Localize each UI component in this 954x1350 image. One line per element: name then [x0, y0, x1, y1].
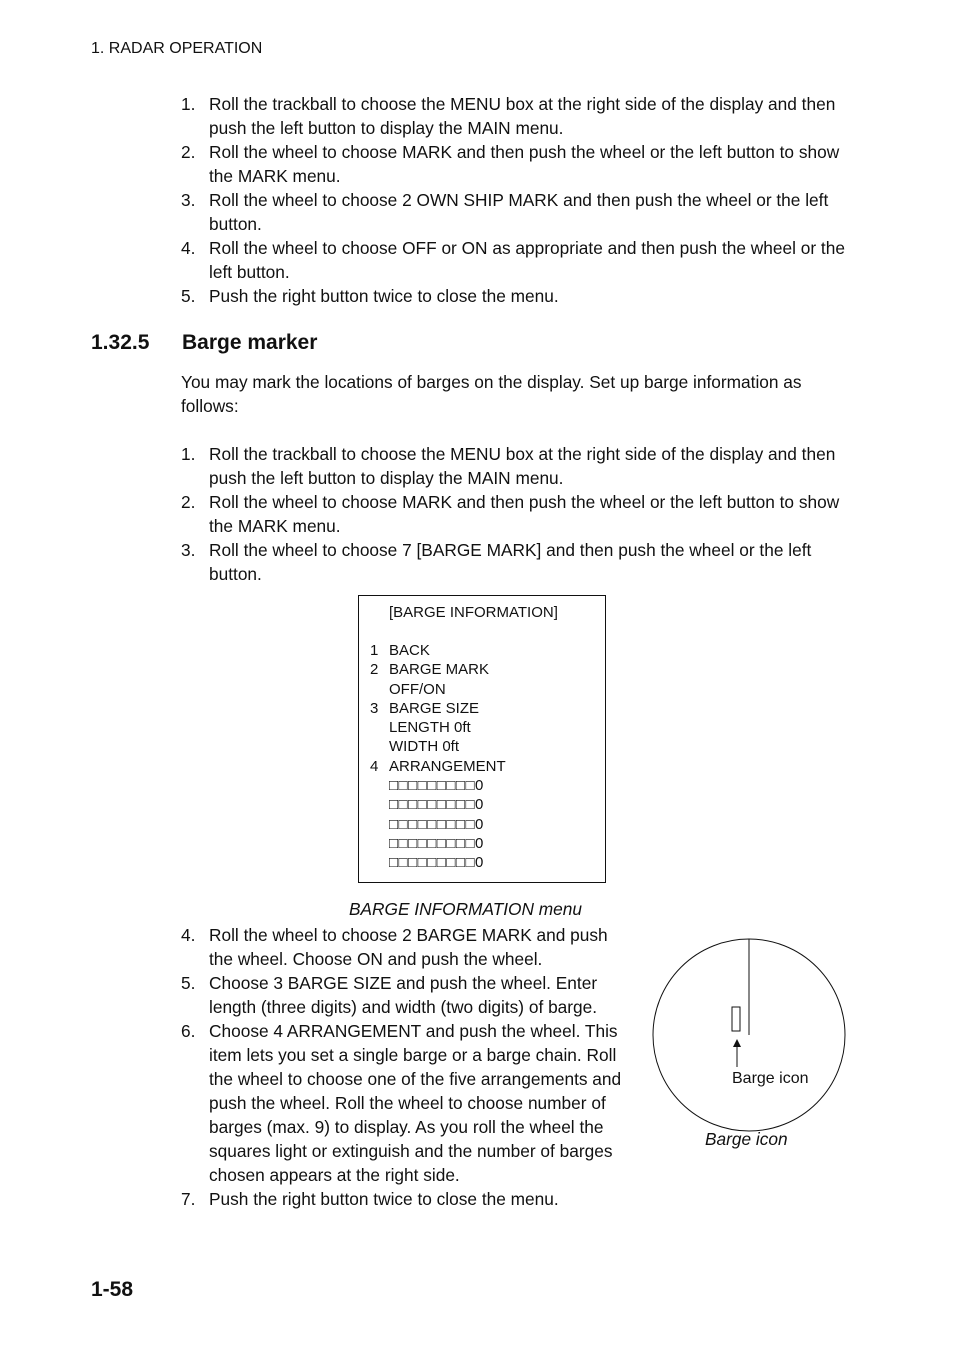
list-item [181, 971, 631, 1019]
barge-information-menu [358, 595, 606, 883]
list-item [181, 92, 849, 140]
menu-item-arrangement [370, 757, 506, 776]
menu-title: [BARGE INFORMATION] [389, 604, 558, 621]
menu-item-barge-size [370, 699, 506, 718]
barge-icon-label: Barge icon [732, 1070, 809, 1087]
arrangement-row [370, 815, 506, 834]
arrangement-squares: □□□□□□□□□0 [389, 815, 484, 833]
menu-item-back [370, 641, 506, 660]
menu-item-label: WIDTH 0ft [389, 738, 459, 756]
running-head: 1. RADAR OPERATION [91, 40, 263, 57]
list-item [181, 442, 849, 490]
step-text: Roll the wheel to choose 2 OWN SHIP MARK and then push the wheel or the left button. [209, 190, 829, 234]
step-text: Roll the wheel to choose OFF or ON as appropriate and then push the wheel or the left button. [209, 238, 845, 282]
menu-option-off-on [370, 680, 506, 699]
menu-item-number: 1 [370, 642, 379, 659]
menu-item-label: LENGTH 0ft [389, 719, 471, 737]
arrangement-squares: □□□□□□□□□0 [389, 854, 484, 872]
step-number: 3. [181, 190, 196, 210]
arrangement-row [370, 853, 506, 872]
own-ship-mark-steps [181, 92, 849, 308]
step-number: 6. [181, 1021, 196, 1041]
step-number: 5. [181, 973, 196, 993]
step-text: Push the right button twice to close the menu. [209, 286, 559, 306]
list-item [181, 1187, 631, 1211]
menu-item-number: 2 [370, 661, 379, 679]
menu-item-number: 3 [370, 699, 379, 717]
page-number: 1-58 [91, 1278, 134, 1301]
step-number: 1. [181, 94, 196, 114]
section-title: Barge marker [182, 331, 318, 354]
step-number: 2. [181, 142, 196, 162]
menu-item-barge-mark [370, 660, 506, 679]
list-item [181, 1019, 631, 1187]
list-item [181, 923, 631, 971]
step-number: 1. [181, 444, 196, 464]
section-intro: You may mark the locations of barges on the display. Set up barge information as follows: [181, 372, 802, 416]
step-text: Roll the trackball to choose the MENU box at the right side of the display and then push the left button to display the MAIN menu. [209, 444, 836, 488]
pointer-arrow-head [733, 1039, 741, 1047]
barge-setup-steps-b [181, 923, 631, 1211]
step-number: 4. [181, 238, 196, 258]
step-text: Choose 3 BARGE SIZE and push the wheel. Enter length (three digits) and width (two digits) of barge. [209, 973, 598, 1017]
menu-value-length [370, 718, 506, 737]
menu-figure-caption: BARGE INFORMATION menu [349, 899, 583, 919]
menu-item-label: ARRANGEMENT [389, 757, 506, 775]
menu-item-number: 4 [370, 757, 379, 775]
step-number: 5. [181, 286, 196, 306]
list-item [181, 490, 849, 538]
barge-setup-steps-a [181, 442, 849, 586]
step-text: Choose 4 ARRANGEMENT and push the wheel. This item lets you set a single barge or a barge chain. Roll the wheel to choose one of the five arrangements and push the wheel. Roll the wheel to choose number of barges (max. 9) to display. As you roll the wheel the squares light or extinguish and the number of barges chosen appears at the right side. [209, 1021, 622, 1185]
menu-item-label: BACK [389, 642, 430, 659]
list-item [181, 140, 849, 188]
arrangement-row [370, 776, 506, 795]
menu-item-label: BARGE SIZE [389, 699, 480, 717]
arrangement-squares: □□□□□□□□□0 [389, 777, 484, 795]
list-item [181, 284, 849, 308]
list-item [181, 538, 849, 586]
step-number: 7. [181, 1189, 196, 1209]
step-text: Roll the wheel to choose MARK and then push the wheel or the left button to show the MARK menu. [209, 142, 840, 186]
menu-value-width [370, 737, 506, 756]
list-item [181, 188, 849, 236]
arrangement-squares: □□□□□□□□□0 [389, 796, 484, 814]
section-heading [91, 331, 317, 355]
step-text: Push the right button twice to close the menu. [209, 1189, 559, 1209]
step-number: 4. [181, 925, 196, 945]
step-number: 3. [181, 540, 196, 560]
section-number: 1.32.5 [91, 331, 150, 354]
arrangement-row [370, 795, 506, 814]
step-text: Roll the wheel to choose MARK and then push the wheel or the left button to show the MARK menu. [209, 492, 840, 536]
step-number: 2. [181, 492, 196, 512]
arrangement-squares: □□□□□□□□□0 [389, 834, 484, 852]
menu-item-label: BARGE MARK [389, 661, 490, 679]
menu-lines [370, 641, 506, 873]
radar-display-figure [651, 937, 847, 1133]
menu-item-label: OFF/ON [389, 680, 446, 698]
barge-icon [732, 1007, 740, 1031]
step-text: Roll the wheel to choose 7 [BARGE MARK] and then push the wheel or the left button. [209, 540, 812, 584]
step-text: Roll the trackball to choose the MENU box at the right side of the display and then push the left button to display the MAIN menu. [209, 94, 836, 138]
barge-icon-figure-caption: Barge icon [705, 1129, 788, 1149]
list-item [181, 236, 849, 284]
step-text: Roll the wheel to choose 2 BARGE MARK and push the wheel. Choose ON and push the wheel. [209, 925, 608, 969]
arrangement-row [370, 834, 506, 853]
